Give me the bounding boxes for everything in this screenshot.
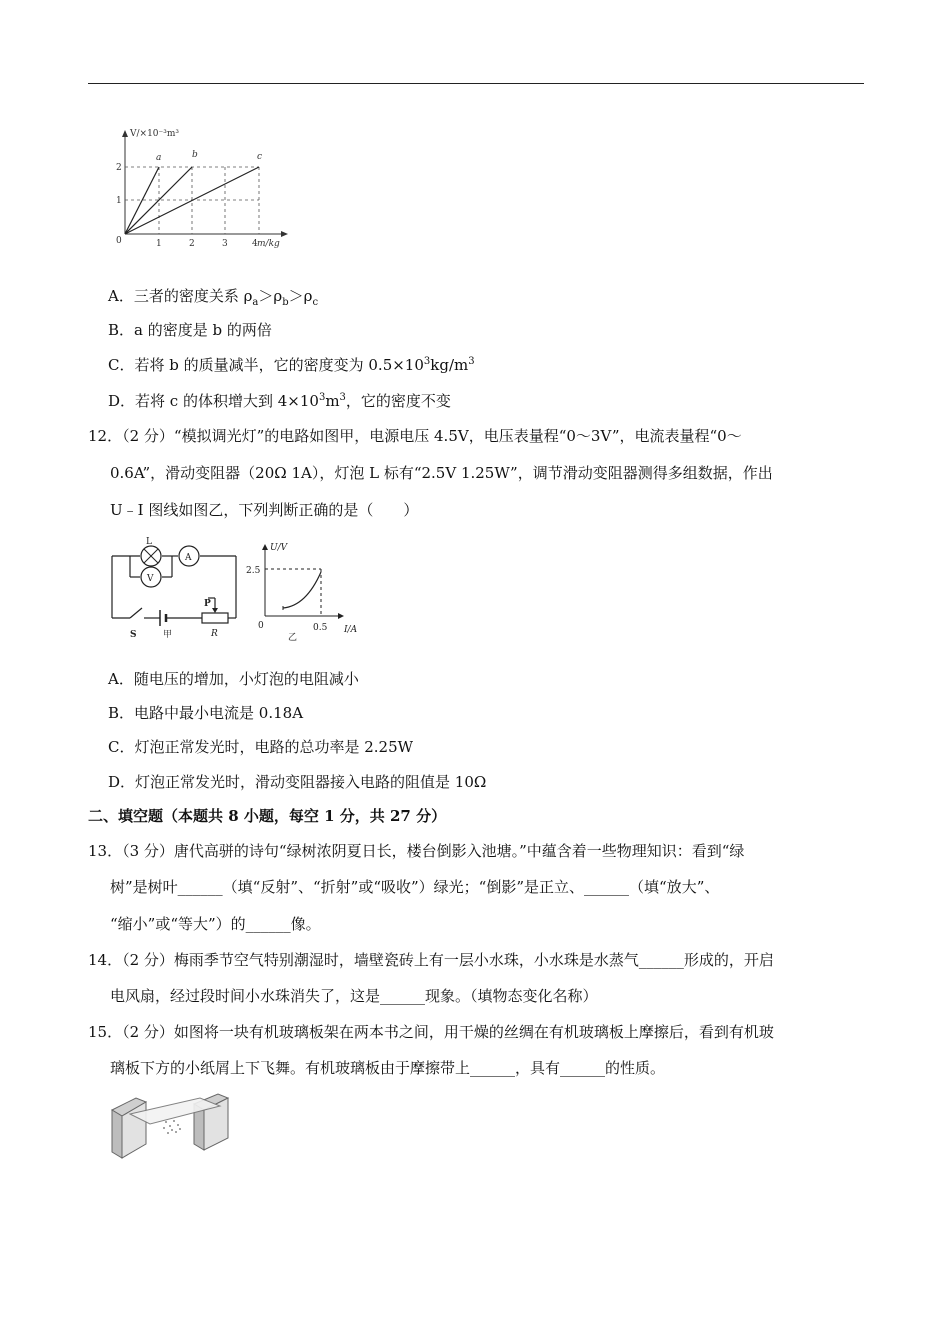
line-c-label: c: [257, 152, 263, 162]
q12-line-2: 0.6A”，滑动变阻器（20Ω 1A），灯泡 L 标有“2.5V 1.25W”，调节滑动变阻器测得多组数据，作出: [110, 464, 773, 482]
glass-plate-books-illustration: [108, 1092, 232, 1164]
line-a-label: a: [156, 153, 162, 163]
line-b-label: b: [192, 150, 198, 160]
q12-option-a: A．随电压的增加，小灯泡的电阻减小: [108, 670, 359, 688]
x-tick-2: 2: [189, 239, 195, 249]
header-rule: [88, 83, 864, 84]
graph-x-tick: 0.5: [313, 623, 328, 633]
q15-line-1: 15．（2 分）如图将一块有机玻璃板架在两本书之间，用干燥的丝绸在有机玻璃板上摩擦后，看到有机玻: [88, 1023, 774, 1041]
circuit-caption: 甲: [163, 630, 173, 640]
switch-label: S: [130, 630, 137, 640]
x-tick-1: 1: [156, 239, 162, 249]
q11-option-a: A．三者的密度关系 $\rho_a>\rho_b>\rho_c$: [108, 287, 319, 308]
q14-line-1: 14．（2 分）梅雨季节空气特别潮湿时，墙壁瓷砖上有一层小水珠，小水珠是水蒸气______形成的，开启: [88, 951, 774, 969]
x-axis-label: m/kg: [257, 239, 280, 249]
rheostat-label: R: [211, 629, 218, 639]
voltmeter-label: V: [147, 574, 154, 584]
graph-caption: 乙: [288, 633, 298, 643]
q13-line-3: “缩小”或“等大”）的______像。: [110, 915, 321, 933]
y-tick-1: 1: [116, 196, 122, 206]
q13-line-1: 13．（3 分）唐代高骈的诗句“绿树浓阴夏日长，楼台倒影入池塘。”中蕴含着一些物理知识：看到“绿: [88, 842, 745, 860]
q14-line-2: 电风扇，经过段时间小水珠消失了，这是______现象。（填物态变化名称）: [110, 987, 598, 1005]
graph-origin: 0: [258, 621, 264, 631]
graph-x-axis-label: I/A: [344, 625, 358, 635]
circuit-and-graph-figure: [108, 536, 368, 644]
ui-graph: [265, 548, 340, 616]
line-a: [125, 167, 159, 234]
y-axis-label: V/×10⁻³m³: [130, 129, 180, 139]
lamp-label: L: [146, 537, 152, 547]
graph-y-axis-label: U/V: [270, 543, 288, 553]
q13-line-2: 树”是树叶______（填“反射”、“折射”或“吸收”）绿光；“倒影”是正立、______（填“放大”、: [110, 878, 720, 896]
ammeter-label: A: [185, 553, 192, 563]
q12-option-b: B．电路中最小电流是 0.18A: [108, 704, 304, 722]
x-tick-3: 3: [222, 239, 228, 249]
q15-line-2: 璃板下方的小纸屑上下飞舞。有机玻璃板由于摩擦带上______，具有______的性质。: [110, 1059, 666, 1077]
circuit-diagram: [112, 556, 236, 626]
slider-label: P: [204, 599, 211, 609]
q12-line-1: 12．（2 分）“模拟调光灯”的电路如图甲，电源电压 4.5V，电压表量程“0～3V”，电流表量程“0～: [88, 427, 742, 445]
q11-option-c: C．若将 b 的质量减半，它的密度变为 $0.5\times 10^3kg/m^3$: [108, 356, 475, 374]
q11-option-b: B．a 的密度是 b 的两倍: [108, 321, 272, 339]
origin-label: 0: [116, 236, 122, 246]
y-tick-2: 2: [116, 163, 122, 173]
line-b: [125, 167, 192, 234]
section-2-title: 二、填空题（本题共 8 小题，每空 1 分，共 27 分）: [88, 807, 447, 825]
graph-y-tick: 2.5: [246, 566, 261, 576]
q11-option-d: D．若将 c 的体积增大到 $4\times 10^3m^3$，它的密度不变: [108, 392, 451, 410]
q12-option-d: D．灯泡正常发光时，滑动变阻器接入电路的阻值是 10Ω: [108, 773, 487, 791]
q12-line-3: U﹣I 图线如图乙，下列判断正确的是（ ）: [110, 501, 419, 519]
q12-option-c: C．灯泡正常发光时，电路的总功率是 2.25W: [108, 738, 414, 756]
density-graph-figure: [112, 122, 302, 254]
x-tick-4: 4: [252, 239, 258, 249]
